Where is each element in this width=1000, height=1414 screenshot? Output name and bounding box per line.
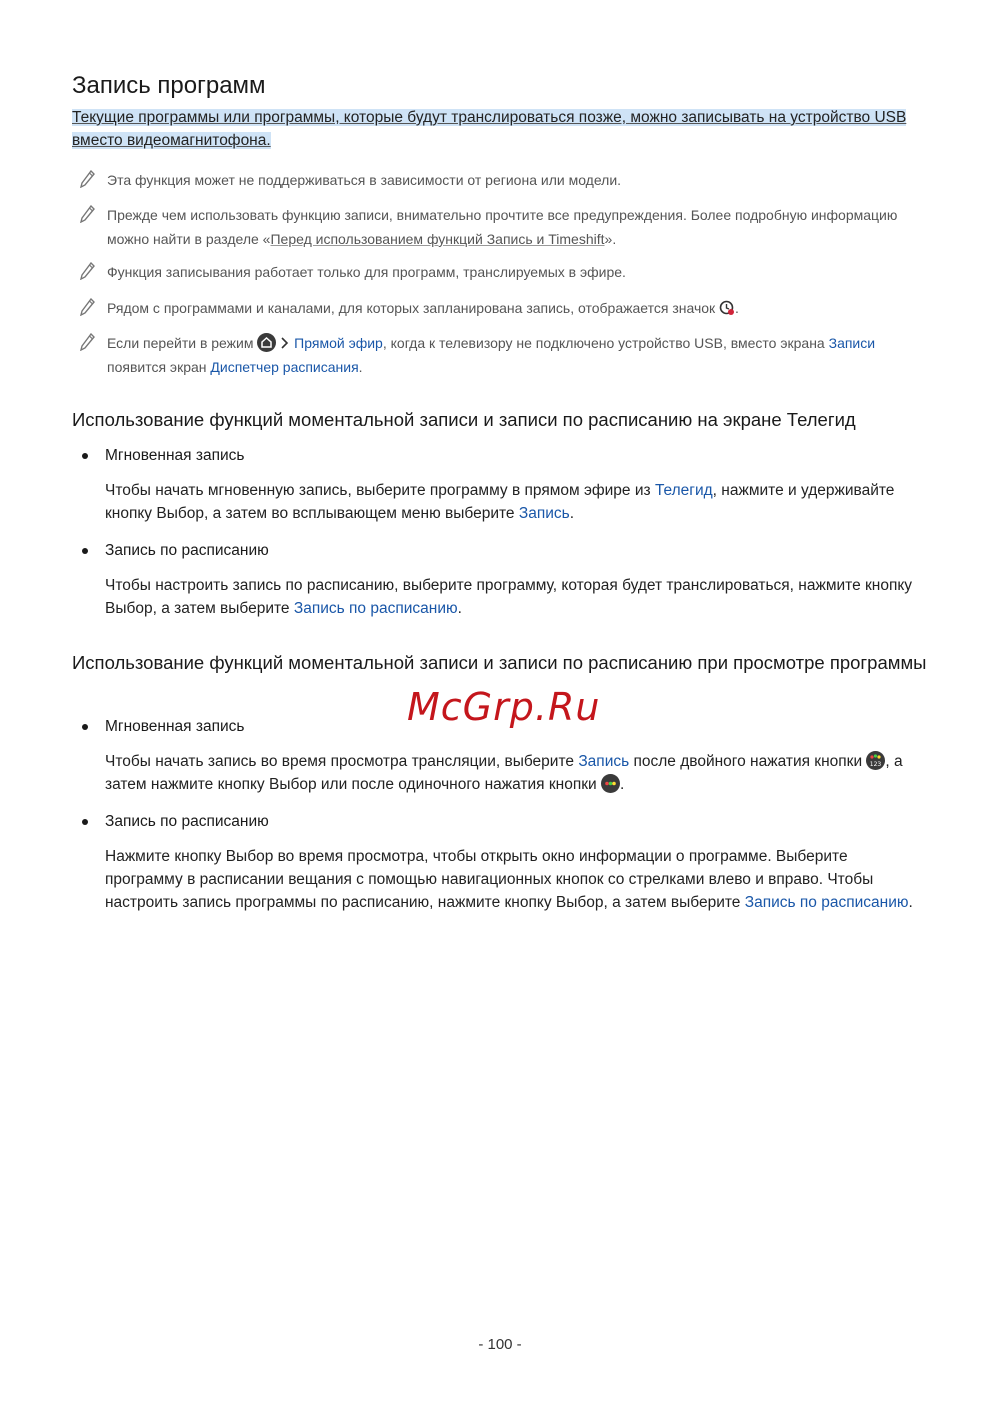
pencil-note-icon (80, 333, 96, 351)
bullet-dot (82, 548, 88, 554)
guide-link[interactable]: Телегид (654, 482, 713, 499)
live-tv-link[interactable]: Прямой эфир (294, 335, 383, 351)
bullet-dot (82, 453, 88, 459)
record-link[interactable]: Запись (578, 753, 630, 770)
watermark: McGrp.Ru (407, 685, 601, 729)
home-icon (257, 333, 276, 352)
section-1-paragraph-1: Чтобы начать мгновенную запись, выберите программу в прямом эфире из Телегид, нажмите и удерживайте кнопку Выбор, а затем во всплывающем меню выберите Запись. (105, 482, 895, 522)
bullet-dot (82, 724, 88, 730)
bullet-dot (82, 819, 88, 825)
schedule-manager-link[interactable]: Диспетчер расписания (210, 359, 359, 375)
note-3 (80, 260, 928, 284)
schedule-record-link[interactable]: Запись по расписанию (293, 600, 458, 617)
record-link[interactable]: Запись (518, 505, 570, 522)
color-button-icon (601, 774, 620, 793)
section-1-bullet-2 (82, 540, 269, 562)
section-2-paragraph-1: Чтобы начать запись во время просмотра трансляции, выберите Запись после двойного нажатия кнопки 123 , а затем нажмите кнопку Выбор или после одиночного нажатия кнопки . (105, 753, 903, 793)
schedule-record-link[interactable]: Запись по расписанию (744, 894, 909, 911)
timeshift-link[interactable]: Перед использованием функций Запись и Timeshift (270, 231, 605, 247)
recordings-link[interactable]: Записи (828, 335, 876, 351)
bullet-title: Мгновенная запись (105, 447, 245, 464)
section-2-paragraph-2: Нажмите кнопку Выбор во время просмотра, чтобы открыть окно информации о программе. Выберите программу в расписании вещания с помощью навигационных кнопок со стрелками влево и вправо. Чтобы настроить запись программы по расписанию, нажмите кнопку Выбор, а затем выберите Запись по расписанию. (105, 848, 913, 911)
note-4-text: Рядом с программами и каналами, для которых запланирована запись, отображается значок (107, 300, 716, 316)
note-1-text: Эта функция может не поддерживаться в зависимости от региона или модели. (107, 172, 622, 188)
note-2-text: Прежде чем использовать функцию записи, внимательно прочтите все предупреждения. Более подробную информацию можно найти в разделе «Перед использованием функций Запись и Timeshift». (107, 207, 898, 247)
note-5-text: Если перейти в режим Прямой эфир, когда к телевизору не подключено устройство USB, вместо экрана Записи появится экран Диспетчер расписания. (107, 335, 876, 375)
chevron-right-icon (280, 337, 290, 349)
section-2-bullet-1 (82, 716, 244, 738)
bullet-title: Запись по расписанию (105, 542, 269, 559)
pencil-note-icon (80, 205, 96, 223)
note-2 (80, 203, 928, 251)
bullet-title: Запись по расписанию (105, 813, 269, 830)
section-1-heading: Использование функций моментальной записи и записи по расписанию на экране Телегид (72, 409, 856, 430)
pencil-note-icon (80, 298, 96, 316)
section-2-heading: Использование функций моментальной записи и записи по расписанию при просмотре программы (72, 652, 927, 673)
page-number: - 100 - (478, 1336, 522, 1353)
section-1-bullet-1 (82, 445, 244, 467)
note-5 (80, 331, 928, 379)
section-1-paragraph-2: Чтобы настроить запись по расписанию, выберите программу, которая будет транслироваться, нажмите кнопку Выбор, а затем выберите Запись по расписанию. (105, 577, 913, 617)
note-1 (80, 168, 928, 192)
schedule-clock-icon (719, 300, 735, 316)
123-button-icon (866, 751, 885, 770)
svg-text:123: 123 (870, 761, 882, 768)
intro-text (72, 106, 928, 152)
page-title: Запись программ (72, 72, 266, 99)
bullet-title: Мгновенная запись (105, 718, 245, 735)
pencil-note-icon (80, 262, 96, 280)
note-4: Рядом с программами и каналами, для которых запланирована запись, отображается значок . (80, 296, 928, 320)
note-3-text: Функция записывания работает только для программ, транслируемых в эфире. (107, 264, 626, 280)
intro-highlight: Текущие программы или программы, которые будут транслироваться позже, можно записывать на устройство USB вместо видеомагнитофона. (72, 109, 907, 149)
pencil-note-icon (80, 170, 96, 188)
section-2-bullet-2 (82, 811, 269, 833)
